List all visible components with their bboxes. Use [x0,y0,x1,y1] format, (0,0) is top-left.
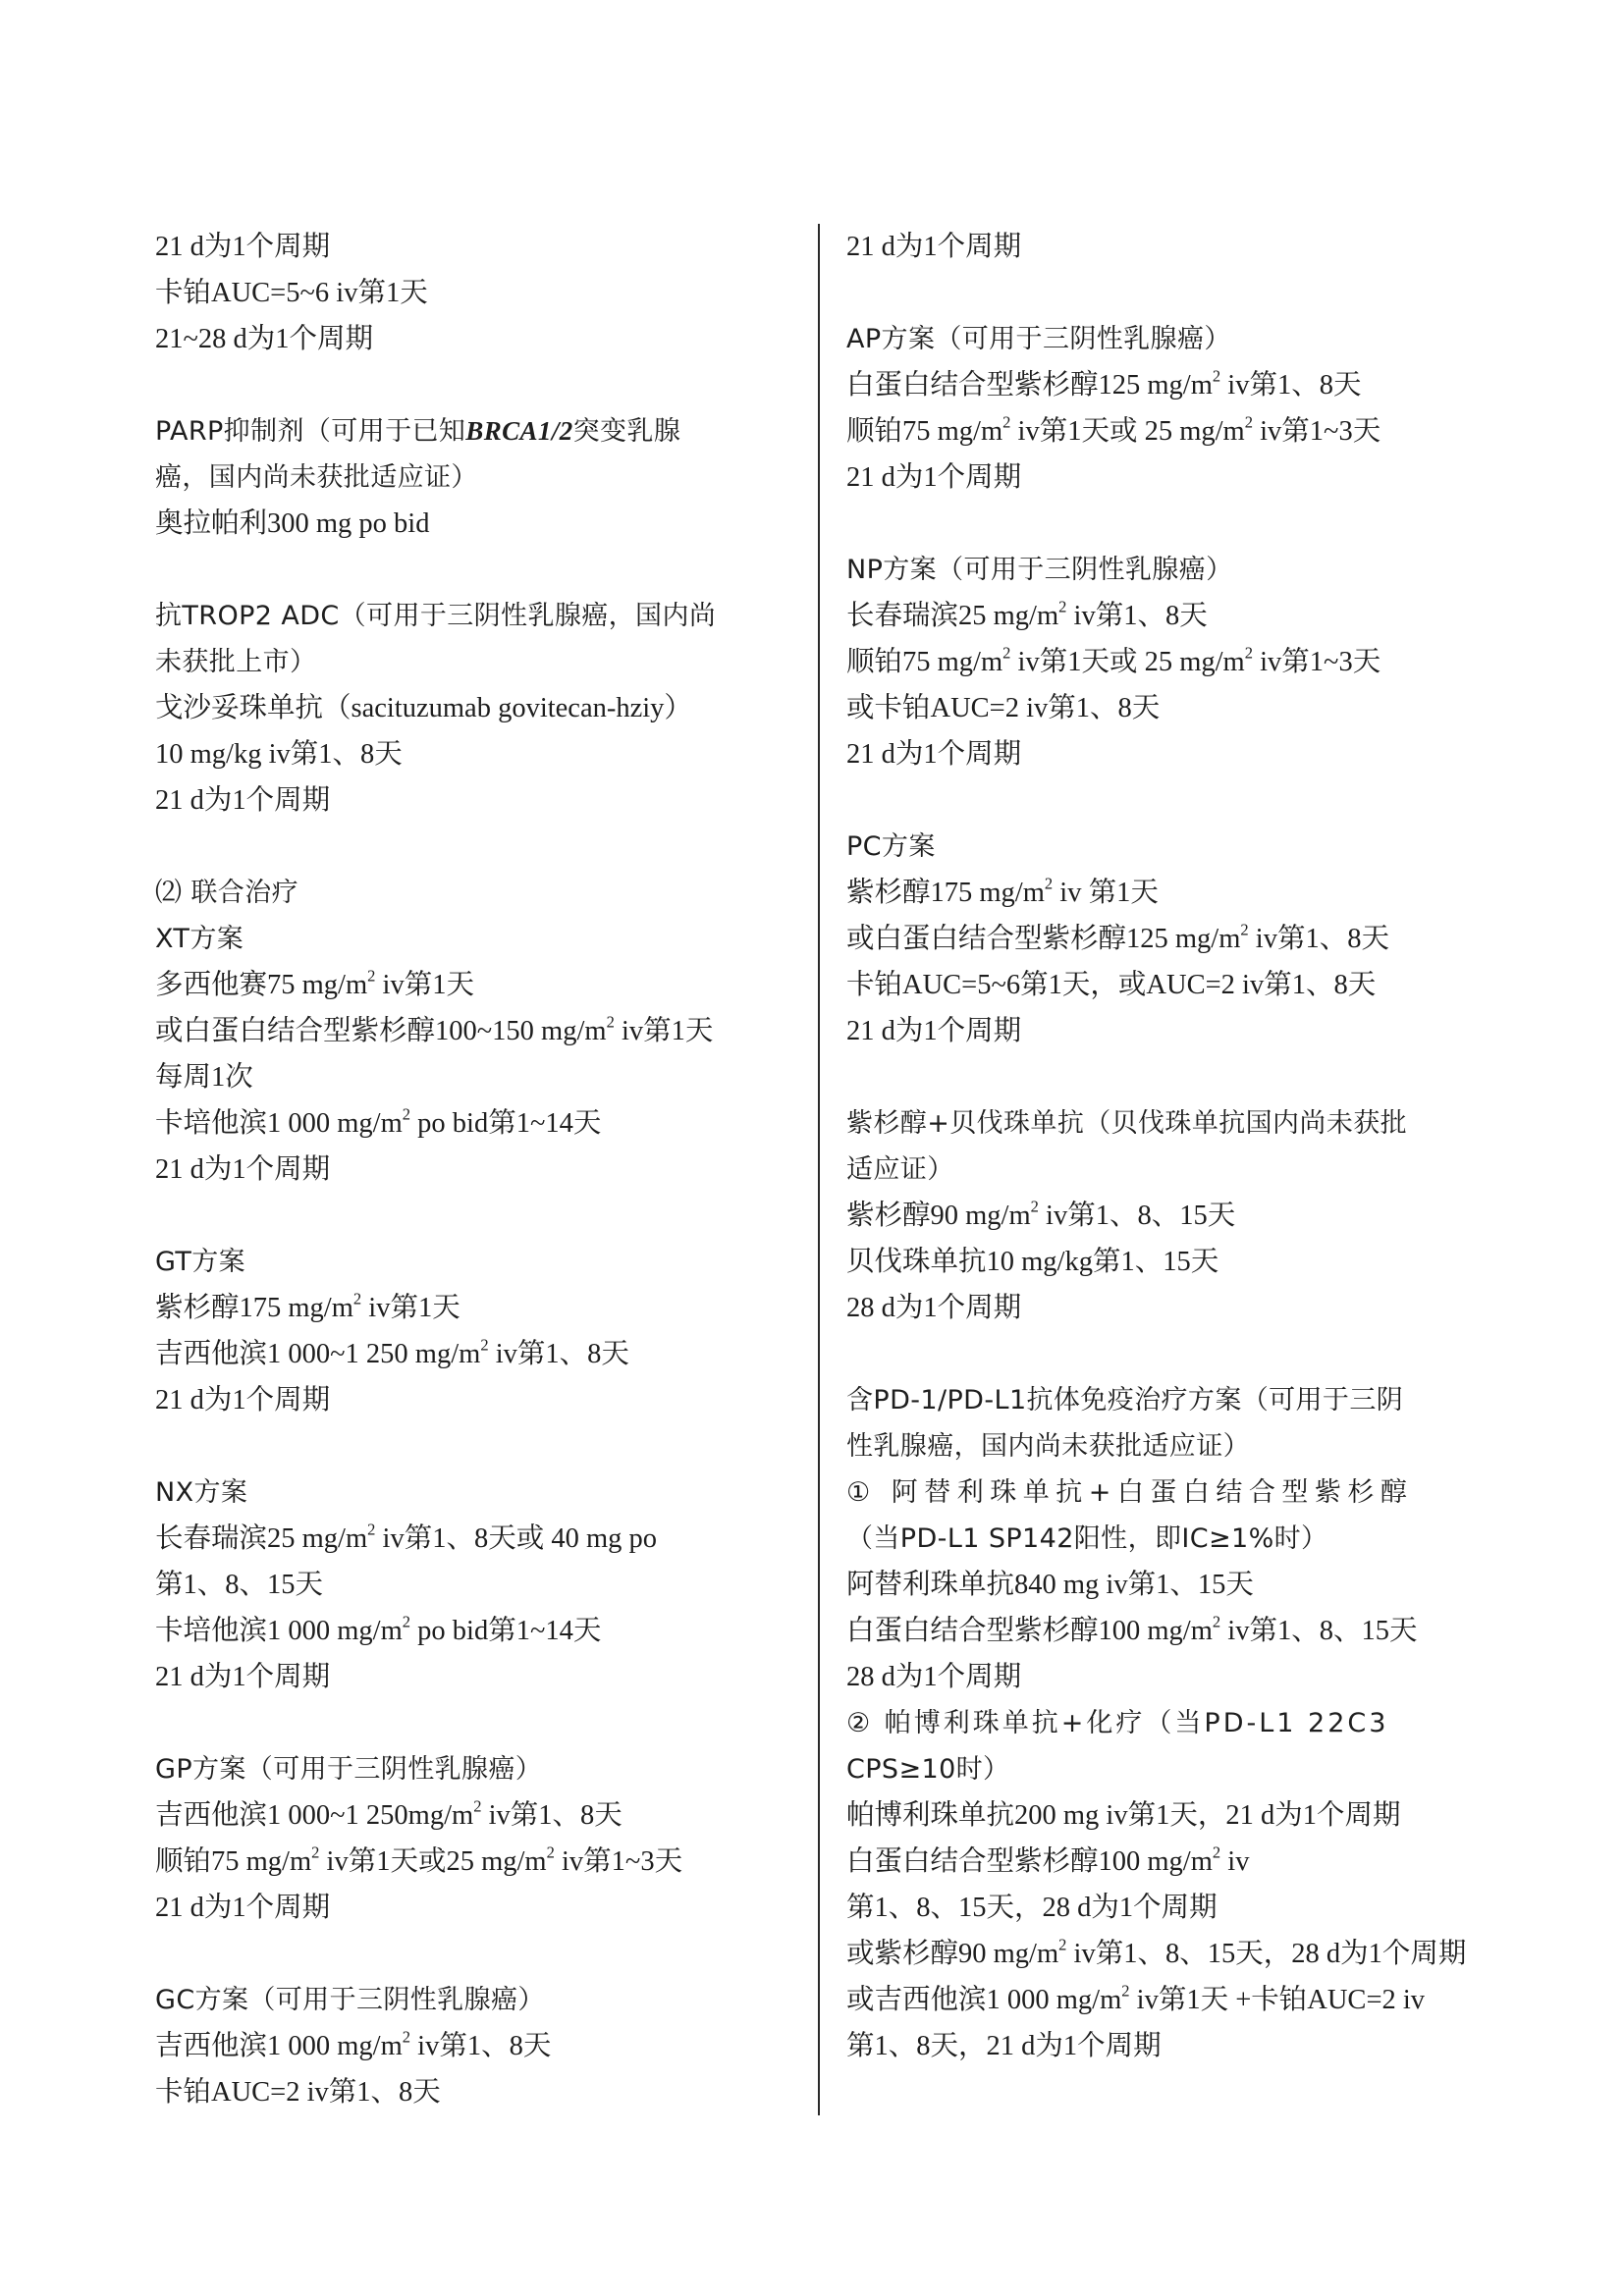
text-run: iv 第1天 [1053,878,1159,908]
text-run: ⑵ 联合治疗 [155,878,298,908]
gene-name: BRCA1/2 [465,416,573,446]
text-run: 紫杉醇175 mg/m [155,1293,353,1323]
text-run: AP方案（可用于三阴性乳腺癌） [846,324,1231,354]
regimen-line [155,962,803,1008]
regimen-line [155,1331,803,1377]
section-heading [155,454,803,501]
regimen-line [846,362,1494,408]
superscript: 2 [1002,412,1011,432]
spacer [155,1193,803,1239]
text-run: 奥拉帕利300 mg po bid [155,508,430,539]
regimen-line [155,1147,803,1193]
section-heading [846,1423,1494,1469]
text-run: ① 阿替利珠单抗+白蛋白结合型紫杉醇 [846,1477,1414,1508]
superscript: 2 [1121,1981,1130,2001]
text-run: 吉西他滨1 000 mg/m [155,2031,403,2061]
regimen-line [846,1562,1494,1608]
text-run: iv [1220,1846,1250,1877]
regimen-line [155,777,803,824]
section-heading [155,1746,803,1792]
section-heading [155,1977,803,2023]
text-run: 白蛋白结合型紫杉醇125 mg/m [846,370,1213,400]
regimen-line [846,1008,1494,1054]
text-run: iv第1、8天或 40 mg po [375,1523,657,1554]
text-run: 卡铂AUC=2 iv第1、8天 [155,2077,441,2108]
regimen-line [155,2023,803,2069]
regimen-line [155,224,803,270]
regimen-line [846,731,1494,777]
superscript: 2 [1212,366,1221,386]
spacer [846,1331,1494,1377]
text-run: 顺铂75 mg/m [155,1846,312,1877]
text-run: 顺铂75 mg/m [846,647,1003,677]
regimen-line [155,501,803,547]
text-run: 性乳腺癌，国内尚未获批适应证） [846,1431,1250,1462]
section-heading [846,1377,1494,1423]
regimen-line [846,1885,1494,1931]
text-run: NP方案（可用于三阴性乳腺癌） [846,555,1233,585]
section-heading [846,824,1494,870]
superscript: 2 [473,1796,482,1816]
text-run: 28 d为1个周期 [846,1293,1022,1323]
superscript: 2 [1058,597,1067,616]
superscript: 2 [480,1335,489,1355]
text-run: 卡铂AUC=5~6 iv第1天 [155,278,428,308]
text-run: 21 d为1个周期 [846,462,1022,493]
text-run: 或白蛋白结合型紫杉醇125 mg/m [846,924,1241,954]
text-run: 长春瑞滨25 mg/m [155,1523,368,1554]
superscript: 2 [367,966,376,986]
regimen-line [846,1792,1494,1839]
regimen-line [846,593,1494,639]
text-run: 卡铂AUC=5~6第1天，或AUC=2 iv第1、8天 [846,970,1377,1000]
text-run: iv第1、8、15天，28 d为1个周期 [1066,1939,1467,1969]
regimen-line [155,1377,803,1423]
text-run: GP方案（可用于三阴性乳腺癌） [155,1754,543,1785]
regimen-line [155,731,803,777]
superscript: 2 [402,1612,411,1631]
text-run: XT方案 [155,924,244,954]
text-run: 21 d为1个周期 [155,785,331,816]
section-heading [846,547,1494,593]
text-run: iv第1、8天 [1220,370,1362,400]
text-run: iv第1~3天 [554,1846,683,1877]
spacer [155,1423,803,1469]
regimen-line [155,1885,803,1931]
regimen-line [155,1008,803,1054]
text-run: 21 d为1个周期 [155,1385,331,1415]
text-run: 紫杉醇175 mg/m [846,878,1045,908]
text-run: po bid第1~14天 [410,1616,602,1646]
regimen-line [846,870,1494,916]
text-run: 卡培他滨1 000 mg/m [155,1108,403,1139]
text-run: 卡培他滨1 000 mg/m [155,1616,403,1646]
text-run: iv第1、8、15天 [1220,1616,1418,1646]
superscript: 2 [1058,1935,1067,1954]
text-run: 21 d为1个周期 [155,232,331,262]
text-run: 第1、8、15天 [155,1570,324,1600]
regimen-line [155,1054,803,1100]
section-heading [155,639,803,685]
regimen-line [846,1654,1494,1700]
regimen-line [155,1608,803,1654]
superscript: 2 [311,1842,320,1862]
right-column [846,224,1494,2069]
text-run: 10 mg/kg iv第1、8天 [155,739,403,770]
regimen-line [846,1285,1494,1331]
regimen-line [155,316,803,362]
text-run: 未获批上市） [155,647,317,677]
text-run: iv第1天 +卡铂AUC=2 iv [1129,1985,1426,2015]
section-heading [155,1239,803,1285]
text-run: 长春瑞滨25 mg/m [846,601,1059,631]
text-run: iv第1天或 25 mg/m [1010,416,1245,447]
text-run: iv第1天或 25 mg/m [1010,647,1245,677]
regimen-line [846,454,1494,501]
text-run: NX方案 [155,1477,248,1508]
text-run: 或吉西他滨1 000 mg/m [846,1985,1122,2015]
spacer [846,501,1494,547]
text-run: iv第1天 [361,1293,460,1323]
text-run: 阿替利珠单抗840 mg iv第1、15天 [846,1570,1254,1600]
text-run: 21 d为1个周期 [846,232,1022,262]
regimen-line [846,1977,1494,2023]
text-run: 贝伐珠单抗10 mg/kg第1、15天 [846,1247,1219,1277]
superscript: 2 [1244,412,1253,432]
text-run: iv第1、8天 [488,1339,629,1369]
section-heading [846,1469,1494,1516]
text-run: ② 帕博利珠单抗+化疗（当PD-L1 22C3 [846,1708,1389,1738]
text-run: 吉西他滨1 000~1 250 mg/m [155,1339,481,1369]
text-run: 21 d为1个周期 [155,1154,331,1185]
superscript: 2 [1030,1197,1039,1216]
text-run: iv第1、8天 [481,1800,623,1831]
text-run: 21~28 d为1个周期 [155,324,374,354]
text-run: iv第1、8天 [1066,601,1208,631]
left-column [155,224,803,2115]
section-heading [155,916,803,962]
regimen-line [155,1839,803,1885]
regimen-line [846,916,1494,962]
text-run: iv第1、8、15天 [1038,1201,1236,1231]
text-run: 或白蛋白结合型紫杉醇100~150 mg/m [155,1016,607,1046]
text-run: CPS≥10时） [846,1754,1010,1785]
text-run: 顺铂75 mg/m [846,416,1003,447]
text-run: PC方案 [846,831,936,862]
column-divider [818,224,820,2115]
regimen-line [846,685,1494,731]
superscript: 2 [1240,920,1249,939]
regimen-line [846,1608,1494,1654]
section-heading [846,1700,1494,1746]
superscript: 2 [1244,643,1253,663]
regimen-line [155,2069,803,2115]
regimen-line [155,1100,803,1147]
text-run: 21 d为1个周期 [846,1016,1022,1046]
text-run: iv第1天 [375,970,474,1000]
regimen-line [846,1931,1494,1977]
text-run: 第1、8天，21 d为1个周期 [846,2031,1162,2061]
text-run: 帕博利珠单抗200 mg iv第1天，21 d为1个周期 [846,1800,1401,1831]
regimen-line [846,639,1494,685]
text-run: 含PD-1/PD-L1抗体免疫治疗方案（可用于三阴 [846,1385,1404,1415]
spacer [846,270,1494,316]
text-run: 紫杉醇+贝伐珠单抗（贝伐珠单抗国内尚未获批 [846,1108,1408,1139]
superscript: 2 [1002,643,1011,663]
superscript: 2 [352,1289,362,1308]
section-heading [155,870,803,916]
text-run: 适应证） [846,1154,954,1185]
section-heading [846,316,1494,362]
section-heading [155,408,803,454]
text-run: GC方案（可用于三阴性乳腺癌） [155,1985,545,2015]
text-run: 多西他赛75 mg/m [155,970,368,1000]
text-run: 或卡铂AUC=2 iv第1、8天 [846,693,1161,723]
regimen-line [155,270,803,316]
superscript: 2 [546,1842,555,1862]
text-run: 每周1次 [155,1062,253,1093]
text-run: iv第1天 [614,1016,714,1046]
text-run: 吉西他滨1 000~1 250mg/m [155,1800,474,1831]
regimen-line [155,1792,803,1839]
spacer [155,1700,803,1746]
spacer [155,1931,803,1977]
section-heading [846,1147,1494,1193]
text-run: po bid第1~14天 [410,1108,602,1139]
regimen-line [846,224,1494,270]
text-run: iv第1~3天 [1252,647,1381,677]
regimen-line [155,1654,803,1700]
text-run: 紫杉醇90 mg/m [846,1201,1031,1231]
regimen-line [846,1839,1494,1885]
superscript: 2 [1212,1842,1221,1862]
superscript: 2 [367,1520,376,1539]
text-run: 戈沙妥珠单抗（sacituzumab govitecan-hziy） [155,693,692,723]
text-run: iv第1、8天 [1248,924,1389,954]
text-run: （当PD-L1 SP142阳性，即IC≥1%时） [846,1523,1328,1554]
regimen-line [846,962,1494,1008]
regimen-line [846,1239,1494,1285]
section-heading [155,1469,803,1516]
regimen-line [846,1193,1494,1239]
text-run: PARP抑制剂（可用于已知 [155,416,466,447]
section-heading [846,1746,1494,1792]
text-run: 抗TROP2 ADC（可用于三阴性乳腺癌，国内尚 [155,601,717,631]
text-run: 癌，国内尚未获批适应证） [155,462,478,493]
text-run: 第1、8、15天，28 d为1个周期 [846,1893,1218,1923]
superscript: 2 [402,2027,411,2047]
spacer [155,547,803,593]
regimen-line [155,1285,803,1331]
text-run: iv第1天或25 mg/m [319,1846,547,1877]
text-run: 28 d为1个周期 [846,1662,1022,1692]
text-run: iv第1~3天 [1252,416,1381,447]
spacer [155,362,803,408]
regimen-line [155,1516,803,1562]
regimen-line [155,685,803,731]
spacer [846,1054,1494,1100]
text-run: 白蛋白结合型紫杉醇100 mg/m [846,1846,1213,1877]
text-run: 21 d为1个周期 [155,1893,331,1923]
spacer [155,824,803,870]
section-heading [155,593,803,639]
section-heading [846,1100,1494,1147]
text-run: 突变乳腺 [572,416,681,447]
text-run: 21 d为1个周期 [155,1662,331,1692]
text-run: 或紫杉醇90 mg/m [846,1939,1059,1969]
regimen-line [846,2023,1494,2069]
regimen-line [155,1562,803,1608]
superscript: 2 [606,1012,615,1032]
text-run: iv第1、8天 [410,2031,552,2061]
text-run: 白蛋白结合型紫杉醇100 mg/m [846,1616,1213,1646]
text-run: 21 d为1个周期 [846,739,1022,770]
regimen-line [846,408,1494,454]
superscript: 2 [402,1104,411,1124]
text-run: GT方案 [155,1247,246,1277]
section-heading [846,1516,1494,1562]
spacer [846,777,1494,824]
superscript: 2 [1044,874,1054,893]
superscript: 2 [1212,1612,1221,1631]
